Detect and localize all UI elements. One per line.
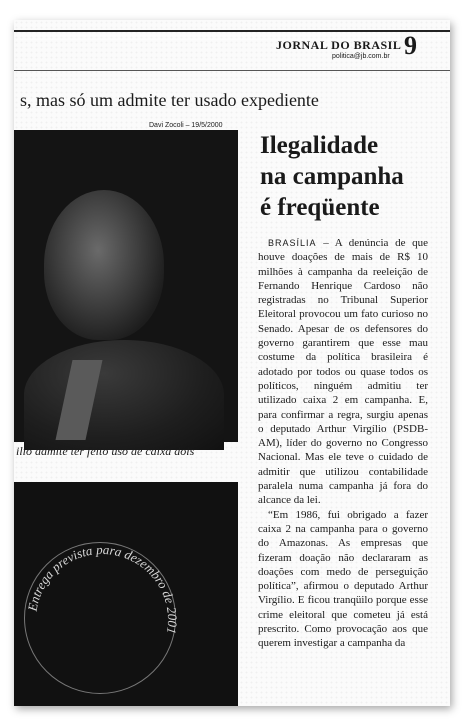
header-subrule bbox=[14, 70, 450, 71]
section-email: politica@jb.com.br bbox=[332, 53, 390, 60]
title-line: na campanha bbox=[260, 163, 404, 190]
header-rule bbox=[14, 30, 450, 32]
title-line: Ilegalidade bbox=[260, 132, 379, 159]
dateline: BRASÍLIA bbox=[268, 238, 317, 248]
stamp-text: Entrega prevista para dezembro de 2001 bbox=[24, 541, 181, 636]
article-body bbox=[258, 236, 428, 651]
newspaper-clipping bbox=[14, 20, 450, 706]
title-line: é freqüente bbox=[260, 194, 380, 221]
portrait-face bbox=[44, 190, 164, 340]
article-paragraph bbox=[258, 236, 428, 508]
article-paragraph: “Em 1986, fui obrigado a fazer caixa 2 na campanha para o governo do Amazonas. As empresas que fizeram doação não declararam as doações com medo de perseguição política”, afirmou o deputado Arthur Virgílio. E ficou tranqüilo porque esse crime eleitoral que cometeu já está prescrito. Como provocação aos que querem investigar a campanha da bbox=[258, 508, 428, 650]
stamp-photo bbox=[14, 482, 238, 706]
top-headline: s, mas só um admite ter usado expediente bbox=[20, 90, 319, 110]
portrait-shoulders bbox=[24, 340, 224, 450]
paragraph-text: – A denúncia de que houve doações de mais de R$ 10 milhões à campanha da reeleição de Fernando Henrique Cardoso não registradas no Tribunal Superior Eleitoral provocou um fato curioso no Senado. Apesar de os defensores do governo garantirem que esse mau costume da política brasileira é adotado por todos ou quase todos os políticos, ninguém admitiu ter utilizado caixa 2 em campanha. E, para confirmar a regra, surgiu apenas o deputado Arthur Virgílio (PSDB-AM), líder do governo no Congresso Nacional. Mas ele teve o cuidado de admitir que utilizou contabilidade paralela numa campanha já fora do alcance da lei. bbox=[258, 237, 428, 507]
page-number: 9 bbox=[404, 31, 417, 60]
portrait-photo bbox=[14, 130, 238, 442]
photo-credit: Davi Zocoli – 19/5/2000 bbox=[149, 122, 223, 129]
publication-name: JORNAL DO BRASIL bbox=[276, 38, 402, 52]
svg-text:Entrega prevista para dezembro bbox=[24, 542, 180, 635]
article-title bbox=[260, 130, 440, 223]
stamp-text-ring bbox=[22, 540, 182, 700]
photo-caption: ilio admite ter feito uso de caixa dois bbox=[16, 444, 195, 458]
